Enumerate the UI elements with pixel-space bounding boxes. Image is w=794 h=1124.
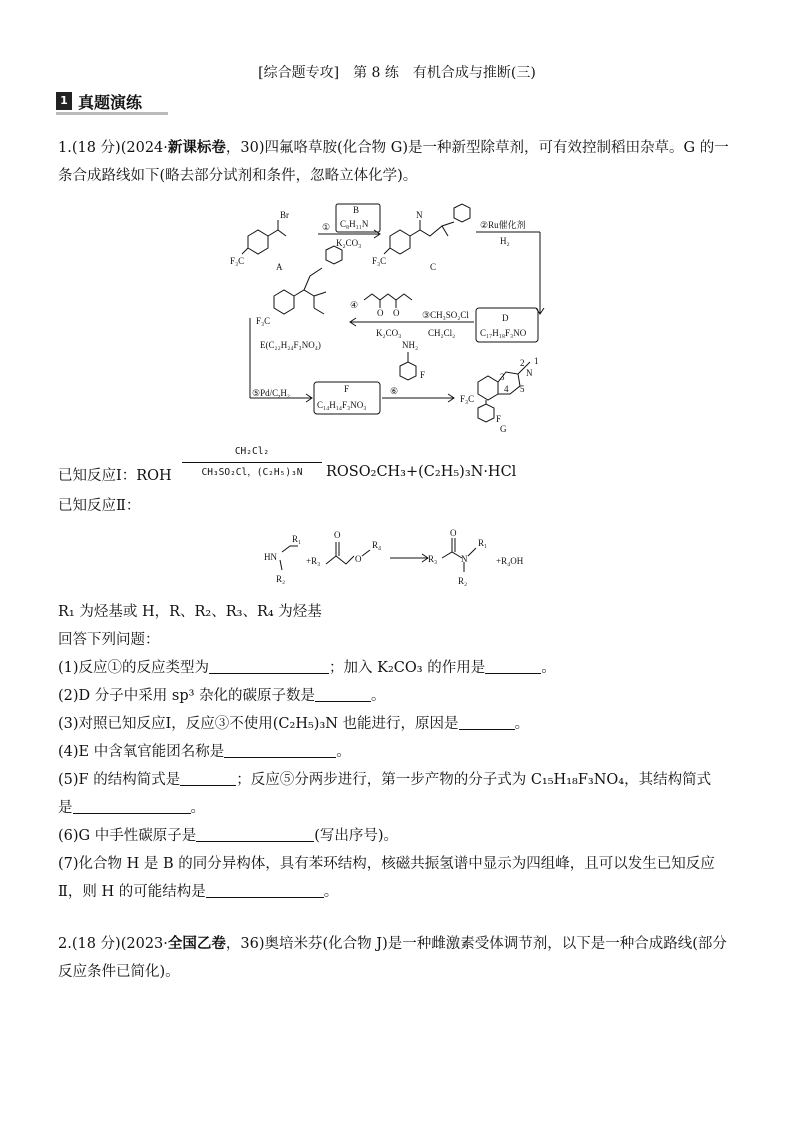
section-title: 真题演练 — [78, 93, 143, 112]
sub-question-7-cont — [58, 878, 738, 906]
label-r4: R₄ — [372, 540, 382, 550]
answer-blank-2[interactable] — [315, 687, 371, 702]
label-num-5: 5 — [520, 384, 525, 394]
sq7-b: Ⅱ，则 H 的可能结构是 — [58, 884, 206, 900]
sq4-b: 。 — [336, 744, 351, 760]
sub-question-4 — [58, 738, 738, 766]
sq5-d: 。 — [190, 800, 205, 816]
compound-c-ring — [390, 230, 410, 254]
label-k2co3-1: K₂CO₃ — [336, 238, 362, 248]
q2-intro-a: 2.(18 分)(2023· — [58, 936, 168, 952]
sq1-c: 。 — [541, 660, 556, 676]
sq4-a: (4)E 中含氧官能团名称是 — [58, 744, 225, 760]
sq1-b: ；加入 K₂CO₃ 的作用是 — [329, 660, 486, 676]
label-o-1: O — [377, 308, 384, 318]
label-n-g: N — [526, 368, 533, 378]
label-r3-product: R₃ — [428, 554, 438, 564]
label-o-amide: O — [450, 528, 457, 538]
label-compound-g: G — [500, 424, 507, 434]
label-step-4: ④ — [350, 300, 359, 310]
answer-blank-1a[interactable] — [209, 659, 329, 674]
label-compound-f: F — [344, 384, 350, 394]
sq2-b: 。 — [371, 688, 386, 704]
sq6-a: (6)G 中手性碳原子是 — [58, 828, 197, 844]
label-n-c: N — [416, 210, 423, 220]
label-f3c-e: F₃C — [256, 316, 271, 326]
sub-question-3 — [58, 710, 738, 738]
label-compound-e: E(C₂₂H₂₄F₃NO₄) — [260, 340, 321, 350]
label-n-amide: N — [461, 554, 468, 564]
q1-intro-b: ，30)四氟咯草胺(化合物 G)是一种新型除草剂，可有效控制稻田杂草。G 的一 — [225, 140, 729, 156]
sq3-a: (3)对照已知反应Ⅰ，反应③不使用(C₂H₅)₃N 也能进行，原因是 — [58, 716, 459, 732]
compound-g-ring — [478, 376, 498, 400]
known-reaction-1 — [58, 464, 172, 485]
label-o-2: O — [393, 308, 400, 318]
label-f-reagent: F — [420, 370, 426, 380]
synthesis-scheme — [230, 196, 570, 436]
section-underline — [56, 112, 168, 115]
known-1-product: ROSO₂CH₃+(C₂H₅)₃N·HCl — [326, 464, 517, 480]
known-1-condition-below: CH₃SO₂Cl，(C₂H₅)₃N — [201, 467, 303, 478]
sq2-a: (2)D 分子中采用 sp³ 杂化的碳原子数是 — [58, 688, 316, 704]
sq7-c: 。 — [323, 884, 339, 900]
formula-compound-f: C₁₄H₁₄F₃NO₃ — [317, 400, 367, 410]
known-1-condition-above: CH₂Cl₂ — [234, 446, 270, 457]
label-num-4: 4 — [504, 384, 509, 394]
label-compound-d: D — [502, 313, 509, 323]
question-1-intro — [58, 134, 738, 190]
sq1-a: (1)反应①的反应类型为 — [58, 660, 210, 676]
label-o-ester: O — [355, 554, 362, 564]
label-r2: R₂ — [276, 574, 286, 584]
q2-intro-b: ，36)奥培米芬(化合物 J)是一种雌激素受体调节剂，以下是一种合成路线(部分 — [225, 936, 727, 952]
r-group-note: R₁ 为烃基或 H，R、R₂、R₃、R₄ 为烃基 — [58, 604, 322, 620]
known-1-arrow — [182, 462, 322, 463]
answer-blank-3[interactable] — [459, 715, 515, 730]
sq5-a: (5)F 的结构简式是 — [58, 772, 181, 788]
sq6-b: (写出序号)。 — [314, 828, 399, 844]
label-r2-product: R₂ — [458, 576, 468, 586]
known-1-label: 已知反应Ⅰ：ROH — [58, 468, 172, 484]
answer-blank-1b[interactable] — [485, 659, 541, 674]
label-step-2: ②Ru催化剂 — [480, 220, 526, 230]
answer-blank-5a[interactable] — [180, 771, 236, 786]
answer-blank-7[interactable] — [206, 883, 324, 898]
label-r1: R₁ — [292, 534, 302, 544]
sub-question-7: (7)化合物 H 是 B 的同分异构体，具有苯环结构，核磁共振氢谱中显示为四组峰，且可以发生已知反应 — [58, 856, 715, 872]
sub-question-5-cont — [58, 794, 738, 822]
label-h2: H₂ — [500, 236, 510, 246]
label-k2co3-4: K₂CO₃ — [376, 328, 402, 338]
compound-a-ring — [248, 230, 268, 254]
label-nh2: NH₂ — [402, 340, 419, 350]
label-compound-c: C — [430, 262, 437, 272]
answer-prompt: 回答下列问题： — [58, 632, 160, 648]
label-num-2: 2 — [520, 358, 525, 368]
formula-compound-d: C₁₇H₁₈F₃NO — [480, 328, 527, 338]
answer-blank-4[interactable] — [224, 743, 336, 758]
label-step-3: ③CH₃SO₂Cl — [422, 310, 469, 320]
label-num-3: 3 — [500, 372, 505, 382]
sub-question-2 — [58, 682, 738, 710]
label-o-ester-carbonyl: O — [334, 530, 341, 540]
label-compound-b: B — [353, 205, 360, 215]
label-f3c-g: F₃C — [460, 394, 475, 404]
answer-blank-5b[interactable] — [73, 799, 191, 814]
formula-compound-b: C₈H₁₁N — [340, 219, 369, 229]
sub-question-1 — [58, 654, 738, 682]
q1-source: 新课标卷 — [167, 140, 226, 156]
label-f3c-a: F₃C — [230, 256, 245, 266]
known-2-label: 已知反应Ⅱ： — [58, 498, 141, 514]
label-r4oh: +R₄OH — [496, 556, 524, 566]
label-f3c-c: F₃C — [372, 256, 387, 266]
sq5-b: ；反应⑤分两步进行，第一步产物的分子式为 C₁₅H₁₈F₃NO₄，其结构简式 — [236, 772, 712, 788]
sq3-b: 。 — [514, 716, 530, 732]
label-plus-r3: +R₃ — [306, 556, 321, 566]
q1-intro-a: 1.(18 分)(2024· — [58, 140, 168, 156]
question-2-intro — [58, 930, 738, 986]
compound-e-ring — [274, 290, 294, 314]
label-compound-a: A — [276, 262, 283, 272]
known-reaction-2 — [258, 528, 538, 592]
q2-intro-c: 反应条件已简化)。 — [58, 964, 180, 980]
question-1-body — [58, 598, 738, 906]
label-step-1: ① — [322, 222, 331, 232]
label-hn: HN — [264, 552, 277, 562]
q1-intro-c: 条合成路线如下(略去部分试剂和条件，忽略立体化学)。 — [58, 168, 418, 184]
label-br: Br — [280, 210, 289, 220]
section-badge: 1 — [56, 92, 72, 110]
page-header: [综合题专攻] 第 8 练 有机合成与推断(三) — [258, 65, 536, 81]
q2-source: 全国乙卷 — [167, 936, 226, 952]
label-ch2cl2: CH₂Cl₂ — [428, 328, 456, 338]
sq5-c: 是 — [58, 800, 73, 816]
label-step-6: ⑥ — [390, 386, 399, 396]
answer-blank-6[interactable] — [196, 827, 314, 842]
label-step-5: ⑤Pd/C,H₂ — [252, 388, 290, 398]
sub-question-6 — [58, 822, 738, 850]
sub-question-5 — [58, 766, 738, 794]
label-num-1: 1 — [534, 356, 539, 366]
label-r1-product: R₁ — [478, 538, 488, 548]
label-f-g: F — [496, 414, 502, 424]
